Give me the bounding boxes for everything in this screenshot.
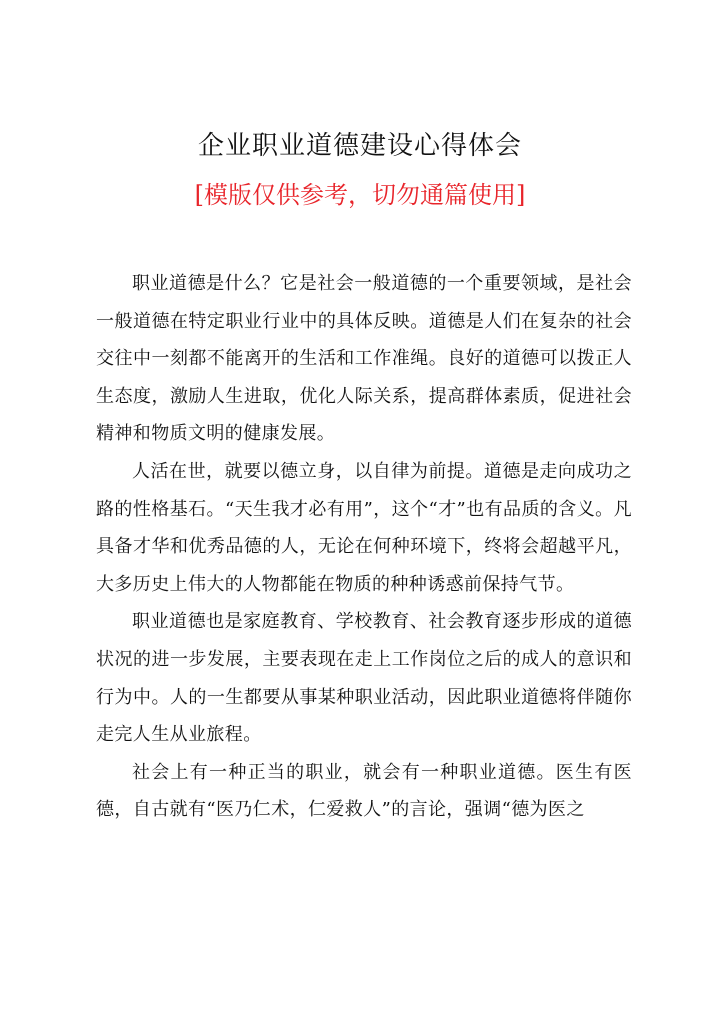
paragraph: 人活在世，就要以德立身，以自律为前提。道德是走向成功之路的性格基石。“天生我才必有用”，这个“才”也有品质的含义。凡具备才华和优秀品德的人，无论在何种环境下，终将会超越平凡，大多历史上伟大的人物都能在物质的种种诱惑前保持气节。: [96, 460, 632, 595]
template-disclaimer: [模版仅供参考，切勿通篇使用]: [194, 181, 526, 209]
document-title: 企业职业道德建设心得体会: [197, 131, 522, 161]
paragraph: 职业道德也是家庭教育、学校教育、社会教育逐步形成的道德状况的进一步发展，主要表现在走上工作岗位之后的成人的意识和行为中。人的一生都要从事某种职业活动，因此职业道德将伴随你走完人生从业旅程。: [96, 611, 632, 746]
paragraph: 职业道德是什么？它是社会一般道德的一个重要领域，是社会一般道德在特定职业行业中的具体反映。道德是人们在复杂的社会交往中一刻都不能离开的生活和工作准绳。良好的道德可以拨正人生态度，激励人生进取，优化人际关系，提高群体素质，促进社会精神和物质文明的健康发展。: [96, 273, 632, 445]
paragraph: 社会上有一种正当的职业，就会有一种职业道德。医生有医德，自古就有“医乃仁术，仁爱救人”的言论，强调“德为医之: [96, 761, 632, 821]
document-body: [96, 265, 632, 829]
